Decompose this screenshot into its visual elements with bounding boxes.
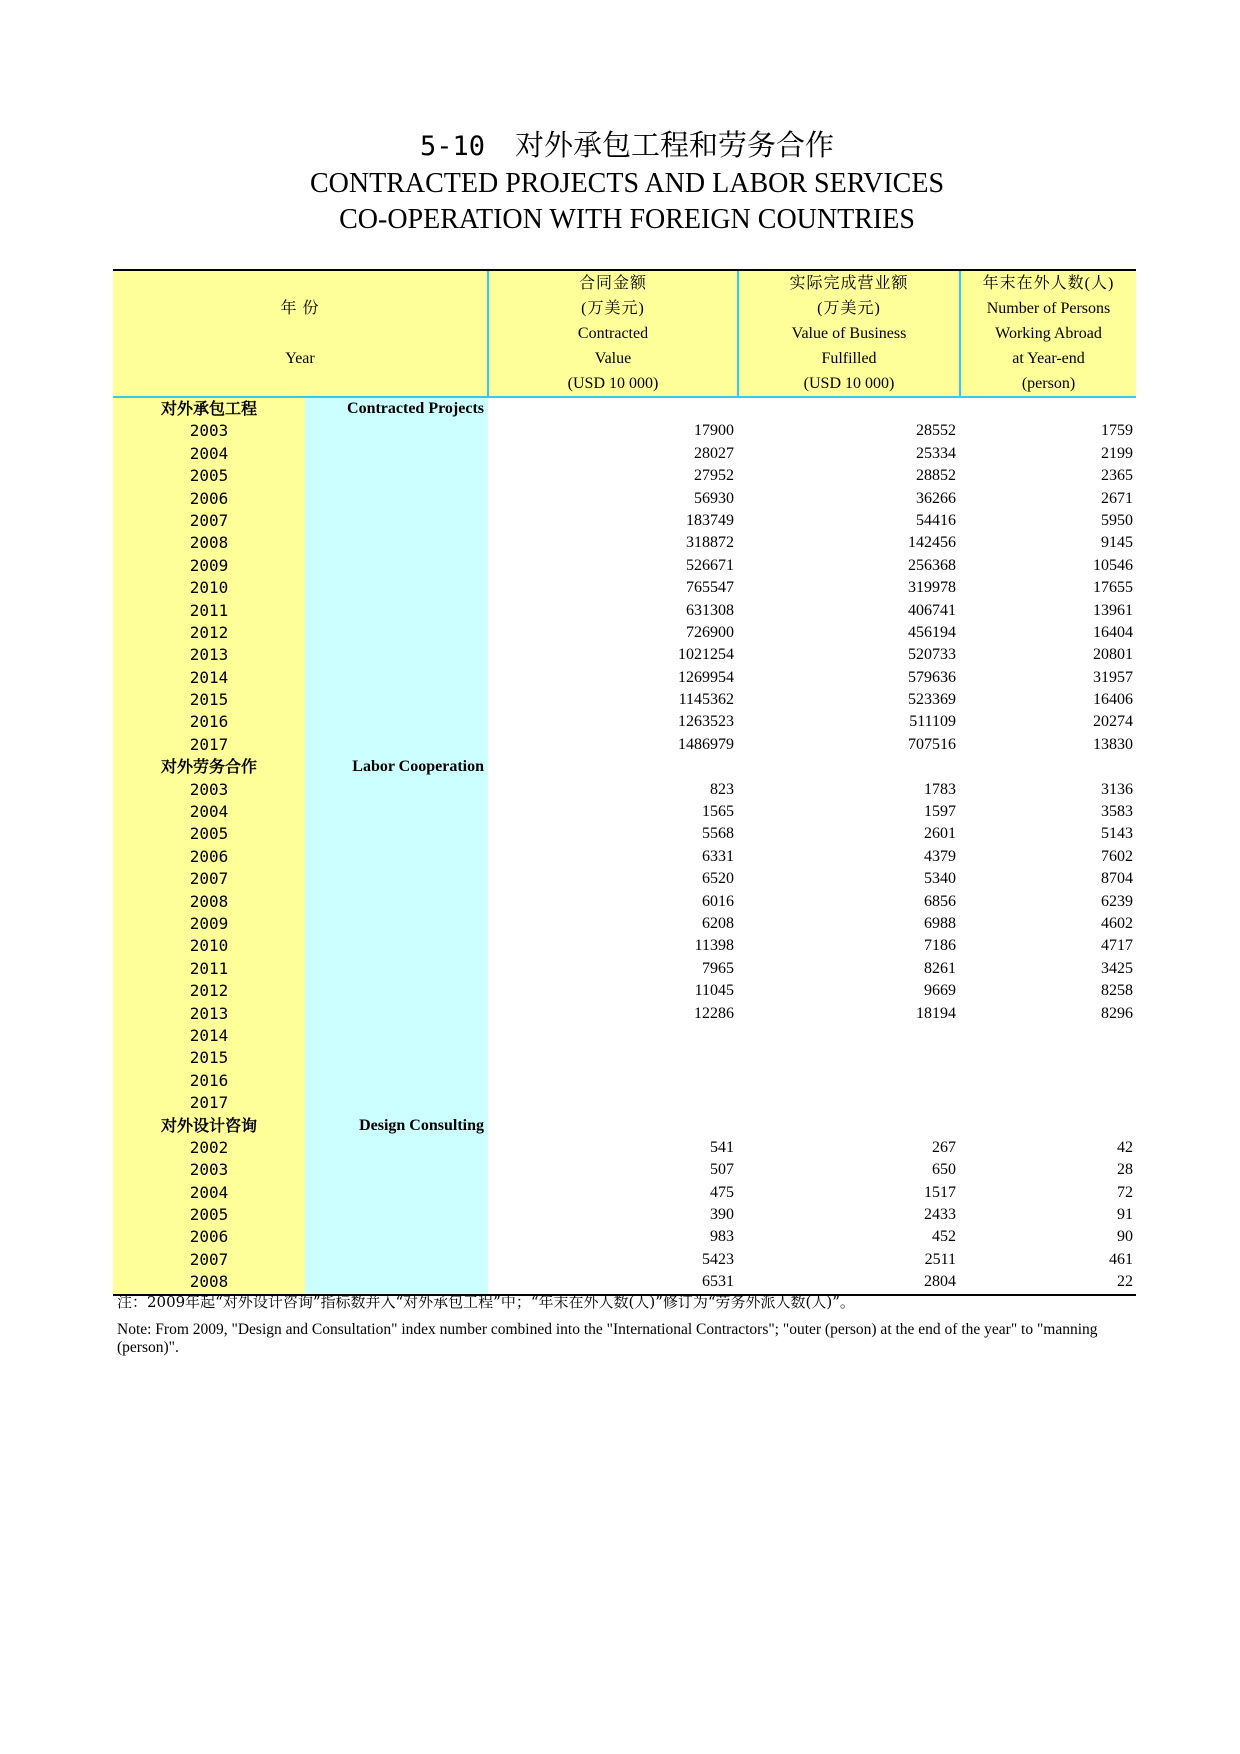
section-title-en: Design Consulting	[359, 1116, 484, 1134]
persons-abroad-cell: 2199	[1101, 444, 1133, 462]
persons-abroad-cell: 1759	[1101, 422, 1133, 440]
year-cell: 2009	[189, 913, 229, 933]
year-cell: 2013	[189, 1003, 229, 1023]
table-row	[113, 555, 1136, 577]
year-cell: 2007	[189, 1249, 229, 1269]
table-row	[113, 801, 1136, 823]
table-title-chinese	[0, 126, 1240, 166]
contracted-value-cell: 27952	[694, 467, 734, 485]
business-fulfilled-cell: 523369	[908, 691, 956, 709]
table-row	[113, 622, 1136, 644]
business-fulfilled-cell: 2511	[924, 1250, 956, 1268]
table-row	[113, 1003, 1136, 1025]
business-fulfilled-cell: 406741	[908, 601, 956, 619]
year-cell: 2017	[189, 1093, 229, 1113]
year-cell: 2007	[189, 510, 229, 530]
persons-abroad-cell: 8258	[1101, 982, 1133, 1000]
table-row	[113, 1092, 1136, 1114]
section-header-row	[113, 1115, 1136, 1137]
header-business-fulfilled	[739, 271, 961, 396]
contracted-value-cell: 1565	[702, 803, 734, 821]
business-fulfilled-cell: 452	[932, 1228, 956, 1246]
table-row	[113, 891, 1136, 913]
year-cell: 2002	[189, 1137, 229, 1157]
header-persons-en2: Working Abroad	[995, 325, 1102, 342]
year-cell: 2003	[189, 1160, 229, 1180]
contracted-value-cell: 631308	[686, 601, 734, 619]
persons-abroad-cell: 42	[1117, 1138, 1133, 1156]
section-title-en: Labor Cooperation	[352, 758, 484, 776]
table-row	[113, 600, 1136, 622]
contracted-value-cell: 507	[710, 1161, 734, 1179]
business-fulfilled-cell: 6988	[924, 914, 956, 932]
year-cell: 2004	[189, 802, 229, 822]
table-row	[113, 913, 1136, 935]
table-row	[113, 689, 1136, 711]
table-row	[113, 1249, 1136, 1271]
header-contracted-en1: Contracted	[577, 325, 649, 342]
year-cell: 2008	[189, 533, 229, 553]
business-fulfilled-cell: 579636	[908, 668, 956, 686]
persons-abroad-cell: 3136	[1101, 780, 1133, 798]
table-row	[113, 577, 1136, 599]
persons-abroad-cell: 13830	[1093, 735, 1133, 753]
footnote-chinese: 注：2009年起“对外设计咨询”指标数并入“对外承包工程”中；“年末在外人数(人)”修订为“劳务外派人数(人)”。	[117, 1293, 855, 1311]
business-fulfilled-cell: 2601	[924, 825, 956, 843]
contracted-value-cell: 541	[710, 1138, 734, 1156]
business-fulfilled-cell: 5340	[924, 870, 956, 888]
persons-abroad-cell: 72	[1117, 1183, 1133, 1201]
page-title-block	[0, 126, 1240, 238]
business-fulfilled-cell: 256368	[908, 556, 956, 574]
year-cell: 2015	[189, 690, 229, 710]
table-row	[113, 868, 1136, 890]
header-persons-abroad	[961, 271, 1136, 396]
title-chinese-text: 对外承包工程和劳务合作	[515, 130, 835, 162]
persons-abroad-cell: 20274	[1093, 713, 1133, 731]
year-cell: 2016	[189, 712, 229, 732]
table-row	[113, 958, 1136, 980]
persons-abroad-cell: 5950	[1101, 511, 1133, 529]
business-fulfilled-cell: 267	[932, 1138, 956, 1156]
persons-abroad-cell: 8296	[1101, 1004, 1133, 1022]
table-row	[113, 846, 1136, 868]
business-fulfilled-cell: 25334	[916, 444, 956, 462]
business-fulfilled-cell: 4379	[924, 847, 956, 865]
persons-abroad-cell: 13961	[1093, 601, 1133, 619]
year-cell: 2005	[189, 466, 229, 486]
table-row	[113, 980, 1136, 1002]
table-row	[113, 644, 1136, 666]
table-title-english-2: CO-OPERATION WITH FOREIGN COUNTRIES	[339, 204, 915, 235]
header-contracted-en2: Value	[594, 350, 632, 367]
persons-abroad-cell: 90	[1117, 1228, 1133, 1246]
contracted-value-cell: 1021254	[678, 646, 734, 664]
year-cell: 2012	[189, 622, 229, 642]
table-row	[113, 1226, 1136, 1248]
header-persons-en3: at Year-end	[1012, 350, 1085, 367]
year-cell: 2014	[189, 667, 229, 687]
persons-abroad-cell: 6239	[1101, 892, 1133, 910]
persons-abroad-cell: 2365	[1101, 467, 1133, 485]
table-title-english-1: CONTRACTED PROJECTS AND LABOR SERVICES	[309, 168, 945, 199]
year-cell: 2003	[189, 421, 229, 441]
persons-abroad-cell: 31957	[1093, 668, 1133, 686]
year-cell: 2006	[189, 488, 229, 508]
section-title-cn: 对外设计咨询	[160, 1115, 257, 1135]
header-contracted-value	[489, 271, 739, 396]
year-cell: 2013	[189, 645, 229, 665]
business-fulfilled-cell: 8261	[924, 959, 956, 977]
year-cell: 2014	[189, 1025, 229, 1045]
header-fulfilled-en1: Value of Business	[791, 325, 907, 342]
table-row	[113, 711, 1136, 733]
contracted-value-cell: 390	[710, 1206, 734, 1224]
header-year-cn: 年 份	[280, 300, 320, 317]
year-cell: 2008	[189, 1272, 229, 1292]
year-cell: 2012	[189, 981, 229, 1001]
business-fulfilled-cell: 1597	[924, 803, 956, 821]
section-title-cn: 对外承包工程	[160, 399, 257, 418]
persons-abroad-cell: 4717	[1101, 937, 1133, 955]
persons-abroad-cell: 5143	[1101, 825, 1133, 843]
contracted-value-cell: 11398	[694, 937, 734, 955]
table-body	[113, 398, 1136, 1294]
header-contracted-unit-cn: (万美元)	[581, 300, 645, 317]
header-persons-en1: Number of Persons	[986, 300, 1111, 317]
year-cell: 2003	[189, 779, 229, 799]
business-fulfilled-cell: 2804	[924, 1273, 956, 1291]
header-fulfilled-cn: 实际完成营业额	[789, 275, 909, 292]
business-fulfilled-cell: 36266	[916, 489, 956, 507]
year-cell: 2005	[189, 1205, 229, 1225]
business-fulfilled-cell: 319978	[908, 579, 956, 597]
persons-abroad-cell: 91	[1117, 1206, 1133, 1224]
contracted-value-cell: 183749	[686, 511, 734, 529]
contracted-value-cell: 5568	[702, 825, 734, 843]
business-fulfilled-cell: 511109	[909, 713, 956, 731]
persons-abroad-cell: 9145	[1101, 534, 1133, 552]
year-cell: 2007	[189, 869, 229, 889]
business-fulfilled-cell: 18194	[916, 1004, 956, 1022]
business-fulfilled-cell: 54416	[916, 511, 956, 529]
business-fulfilled-cell: 650	[932, 1161, 956, 1179]
business-fulfilled-cell: 6856	[924, 892, 956, 910]
section-title-en: Contracted Projects	[347, 400, 484, 417]
persons-abroad-cell: 3425	[1101, 959, 1133, 977]
table-row	[113, 420, 1136, 442]
business-fulfilled-cell: 1783	[924, 780, 956, 798]
contracted-value-cell: 1269954	[678, 668, 734, 686]
year-cell: 2015	[189, 1048, 229, 1068]
year-cell: 2004	[189, 1182, 229, 1202]
contracted-value-cell: 318872	[686, 534, 734, 552]
persons-abroad-cell: 20801	[1093, 646, 1133, 664]
header-year-en: Year	[285, 350, 315, 367]
business-fulfilled-cell: 2433	[924, 1206, 956, 1224]
contracted-value-cell: 11045	[694, 982, 734, 1000]
persons-abroad-cell: 7602	[1101, 847, 1133, 865]
persons-abroad-cell: 4602	[1101, 914, 1133, 932]
table-row	[113, 734, 1136, 756]
header-fulfilled-unit-cn: (万美元)	[817, 300, 881, 317]
year-cell: 2009	[189, 555, 229, 575]
table-row	[113, 823, 1136, 845]
contracted-value-cell: 6016	[702, 892, 734, 910]
table-row	[113, 1137, 1136, 1159]
contracted-value-cell: 1263523	[678, 713, 734, 731]
persons-abroad-cell: 10546	[1093, 556, 1133, 574]
section-header-row	[113, 756, 1136, 778]
persons-abroad-cell: 16406	[1093, 691, 1133, 709]
contracted-value-cell: 983	[710, 1228, 734, 1246]
contracted-value-cell: 7965	[702, 959, 734, 977]
header-persons-cn: 年末在外人数(人)	[982, 275, 1115, 292]
contracted-value-cell: 6208	[702, 914, 734, 932]
year-cell: 2011	[189, 958, 229, 978]
header-fulfilled-en2: Fulfilled	[821, 350, 877, 367]
contracted-value-cell: 726900	[686, 623, 734, 641]
table-number: 5-10	[419, 131, 485, 162]
table-row	[113, 1047, 1136, 1069]
footnotes	[117, 1291, 1137, 1357]
header-contracted-unit-en: (USD 10 000)	[567, 375, 659, 392]
table-row	[113, 1025, 1136, 1047]
year-cell: 2010	[189, 578, 229, 598]
table-row	[113, 1204, 1136, 1226]
table-row	[113, 779, 1136, 801]
table-row	[113, 1070, 1136, 1092]
table-row	[113, 465, 1136, 487]
year-cell: 2006	[189, 846, 229, 866]
contracted-value-cell: 17900	[694, 422, 734, 440]
footnote-english: Note: From 2009, "Design and Consultation" index number combined into the "International Contractors"; "outer (person) at the end of the year" to "manning (person)".	[117, 1321, 1098, 1356]
year-cell: 2005	[189, 824, 229, 844]
table-row	[113, 510, 1136, 532]
table-row	[113, 532, 1136, 554]
contracted-value-cell: 6331	[702, 847, 734, 865]
year-cell: 2011	[189, 600, 229, 620]
header-persons-unit-en: (person)	[1021, 375, 1076, 392]
persons-abroad-cell: 22	[1117, 1273, 1133, 1291]
contracted-value-cell: 6531	[702, 1273, 734, 1291]
business-fulfilled-cell: 28552	[916, 422, 956, 440]
year-cell: 2008	[189, 891, 229, 911]
business-fulfilled-cell: 7186	[924, 937, 956, 955]
contracted-value-cell: 526671	[686, 556, 734, 574]
contracted-value-cell: 765547	[686, 579, 734, 597]
persons-abroad-cell: 28	[1117, 1161, 1133, 1179]
table-row	[113, 935, 1136, 957]
business-fulfilled-cell: 520733	[908, 646, 956, 664]
contracted-value-cell: 823	[710, 780, 734, 798]
year-cell: 2006	[189, 1227, 229, 1247]
contracted-value-cell: 1486979	[678, 735, 734, 753]
persons-abroad-cell: 461	[1109, 1250, 1133, 1268]
year-cell: 2010	[189, 936, 229, 956]
persons-abroad-cell: 3583	[1101, 803, 1133, 821]
table-row	[113, 667, 1136, 689]
section-header-row	[113, 398, 1136, 420]
table-row	[113, 1159, 1136, 1181]
contracted-value-cell: 28027	[694, 444, 734, 462]
contracted-value-cell: 6520	[702, 870, 734, 888]
contracted-value-cell: 12286	[694, 1004, 734, 1022]
table-row	[113, 443, 1136, 465]
persons-abroad-cell: 8704	[1101, 870, 1133, 888]
business-fulfilled-cell: 707516	[908, 735, 956, 753]
header-contracted-cn: 合同金额	[578, 275, 647, 292]
persons-abroad-cell: 16404	[1093, 623, 1133, 641]
data-table	[113, 269, 1136, 1294]
business-fulfilled-cell: 28852	[916, 467, 956, 485]
table-row	[113, 1182, 1136, 1204]
contracted-value-cell: 5423	[702, 1250, 734, 1268]
persons-abroad-cell: 2671	[1101, 489, 1133, 507]
contracted-value-cell: 1145362	[678, 691, 734, 709]
business-fulfilled-cell: 456194	[908, 623, 956, 641]
persons-abroad-cell: 17655	[1093, 579, 1133, 597]
header-fulfilled-unit-en: (USD 10 000)	[803, 375, 895, 392]
table-row	[113, 488, 1136, 510]
section-title-cn: 对外劳务合作	[160, 757, 257, 777]
table-header	[113, 269, 1136, 398]
contracted-value-cell: 475	[710, 1183, 734, 1201]
business-fulfilled-cell: 9669	[924, 982, 956, 1000]
contracted-value-cell: 56930	[694, 489, 734, 507]
year-cell: 2017	[189, 734, 229, 754]
business-fulfilled-cell: 142456	[908, 534, 956, 552]
year-cell: 2004	[189, 443, 229, 463]
year-cell: 2016	[189, 1070, 229, 1090]
business-fulfilled-cell: 1517	[924, 1183, 956, 1201]
header-year	[113, 271, 489, 396]
